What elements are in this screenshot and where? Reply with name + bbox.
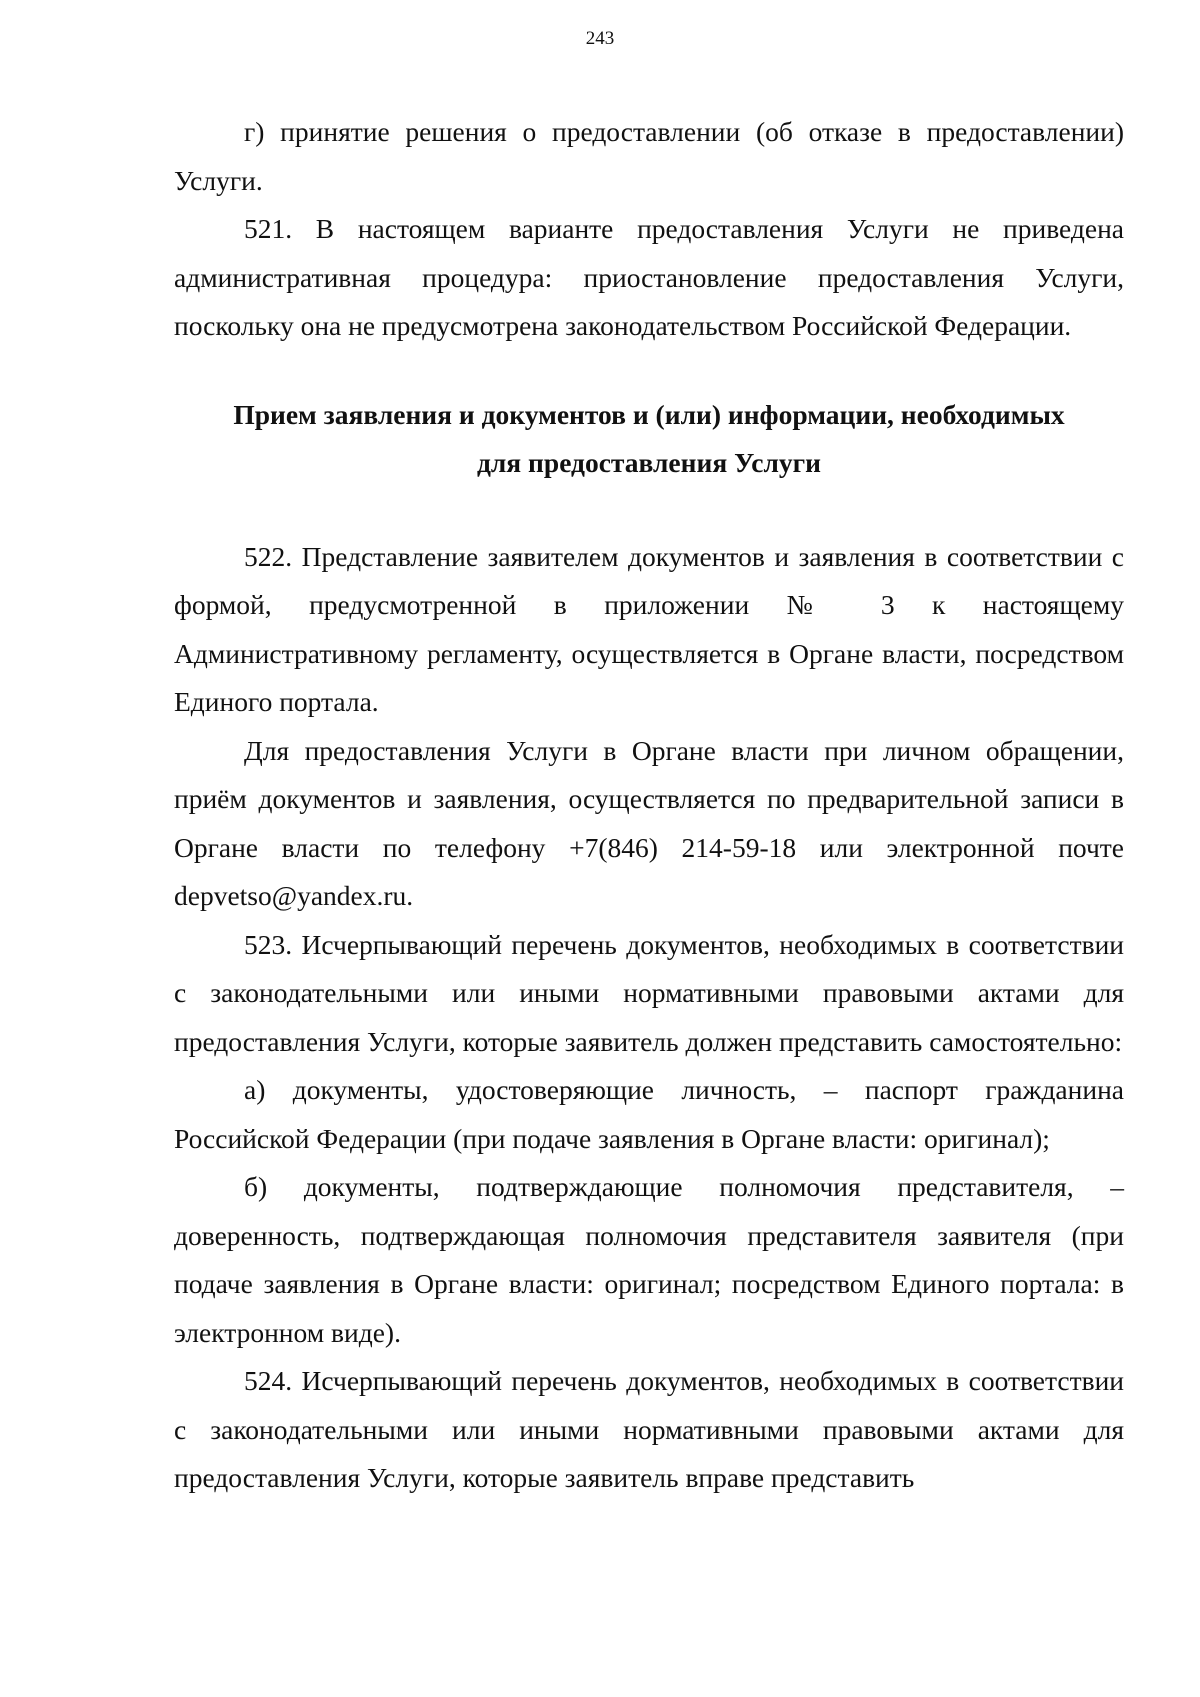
paragraph-appointment: Для предоставления Услуги в Органе власти при личном обращении, приём документов и заявления, осуществляется по предварительной записи в Органе власти по телефону +7(846) 214-59-18 или электронной почте depvetso@yandex.ru. bbox=[174, 734, 1124, 911]
paragraph-item-b: б) документы, подтверждающие полномочия представителя, – доверенность, подтверждающая полномочия представителя заявителя (при подаче заявления в Органе власти: оригинал; посредством Единого портала: в электронном виде). bbox=[174, 1171, 1124, 1348]
section-heading bbox=[174, 391, 1124, 488]
paragraph-item-a: а) документы, удостоверяющие личность, – паспорт гражданина Российской Федерации (при подаче заявления в Органе власти: оригинал); bbox=[174, 1074, 1124, 1154]
paragraph-521: 521. В настоящем варианте предоставления Услуги не приведена административная процедура: приостановление предоставления Услуги, поскольку она не предусмотрена законодательством Российской Федерации. bbox=[174, 213, 1124, 341]
paragraph-524: 524. Исчерпывающий перечень документов, необходимых в соответствии с законодательными или иными нормативными правовыми актами для предоставления Услуги, которые заявитель вправе представить bbox=[174, 1365, 1124, 1493]
page-number: 243 bbox=[585, 28, 615, 49]
section-heading-line-2: для предоставления Услуги bbox=[476, 447, 822, 478]
paragraph-522: 522. Представление заявителем документов и заявления в соответствии с формой, предусмотренной в приложении № 3 к настоящему Административному регламенту, осуществляется в Органе власти, посредством Единого портала. bbox=[174, 540, 1124, 717]
paragraph-523: 523. Исчерпывающий перечень документов, необходимых в соответствии с законодательными или иными нормативными правовыми актами для предоставления Услуги, которые заявитель должен представить самостоятельно: bbox=[174, 928, 1124, 1057]
section-heading-line-1: Прием заявления и документов и (или) информации, необходимых bbox=[233, 398, 1065, 430]
paragraph-item-g: г) принятие решения о предоставлении (об отказе в предоставлении) Услуги. bbox=[174, 116, 1124, 196]
document-body bbox=[174, 108, 1124, 1503]
